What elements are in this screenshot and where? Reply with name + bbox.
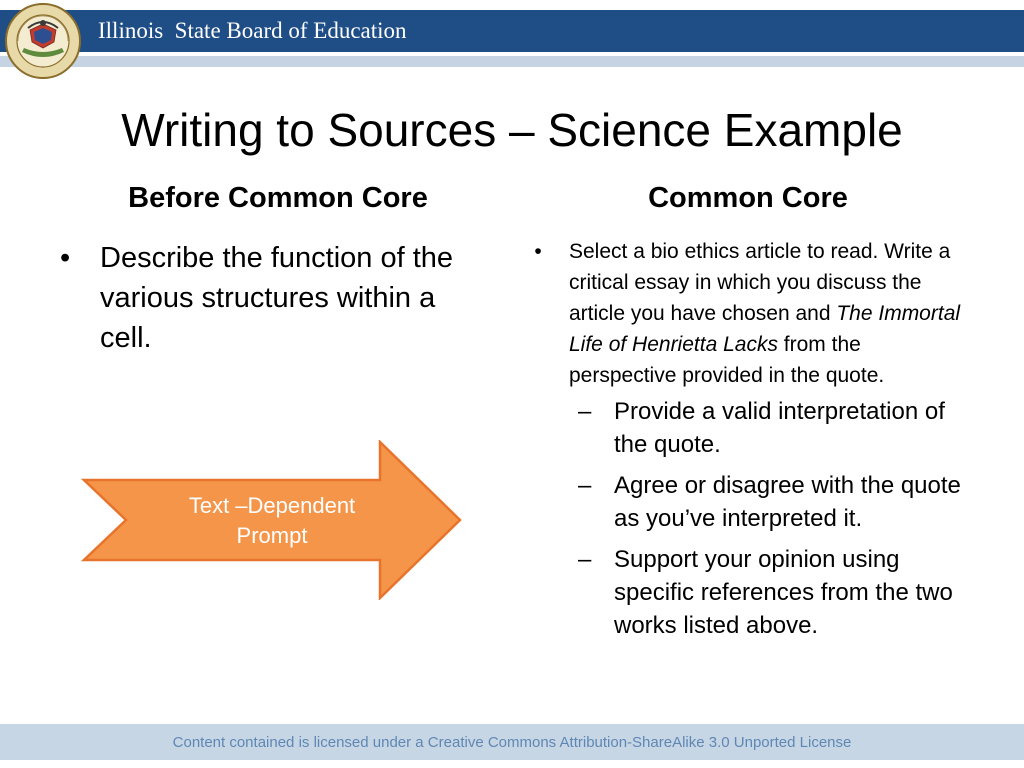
- right-bullet-list: [528, 236, 968, 650]
- sub-list-item: [528, 543, 968, 642]
- arrow-label: Text –Dependent Prompt: [188, 493, 356, 548]
- bullet-icon: •: [60, 242, 71, 274]
- left-column-heading: Before Common Core: [128, 182, 428, 214]
- sub-bullet-text: Provide a valid interpretation of the quote.: [614, 398, 945, 458]
- list-item: [60, 238, 470, 358]
- sub-bullet-list: [569, 395, 968, 642]
- header-underline: [0, 56, 1024, 67]
- dash-icon: –: [578, 546, 592, 573]
- dash-icon: –: [578, 398, 592, 425]
- bullet-icon: •: [534, 240, 542, 263]
- sub-list-item: [528, 469, 968, 535]
- slide-title: Writing to Sources – Science Example: [121, 104, 903, 156]
- sub-bullet-text: Support your opinion using specific references from the two works listed above.: [614, 546, 953, 639]
- right-bullet-intro: Select a bio ethics article to read. Write a critical essay in which you discuss the article you have chosen and: [569, 240, 951, 325]
- dash-icon: –: [578, 472, 592, 499]
- illinois-state-seal-icon: [4, 2, 82, 80]
- right-bullet-outro: from the perspective provided in the quote.: [569, 333, 885, 387]
- sub-list-item: [528, 395, 968, 461]
- right-column-heading: Common Core: [648, 182, 848, 214]
- sub-bullet-text: Agree or disagree with the quote as you’ve interpreted it.: [614, 472, 961, 532]
- text-dependent-prompt-arrow: [80, 440, 464, 600]
- organization-name: Illinois State Board of Education: [98, 18, 407, 43]
- license-text: Content contained is licensed under a Creative Commons Attribution-ShareAlike 3.0 Unported License: [172, 734, 852, 751]
- left-bullet-list: [60, 238, 470, 358]
- list-item: [528, 236, 968, 642]
- left-bullet-text: Describe the function of the various structures within a cell.: [100, 242, 454, 354]
- book-title: The Immortal Life of Henrietta Lacks: [569, 302, 961, 356]
